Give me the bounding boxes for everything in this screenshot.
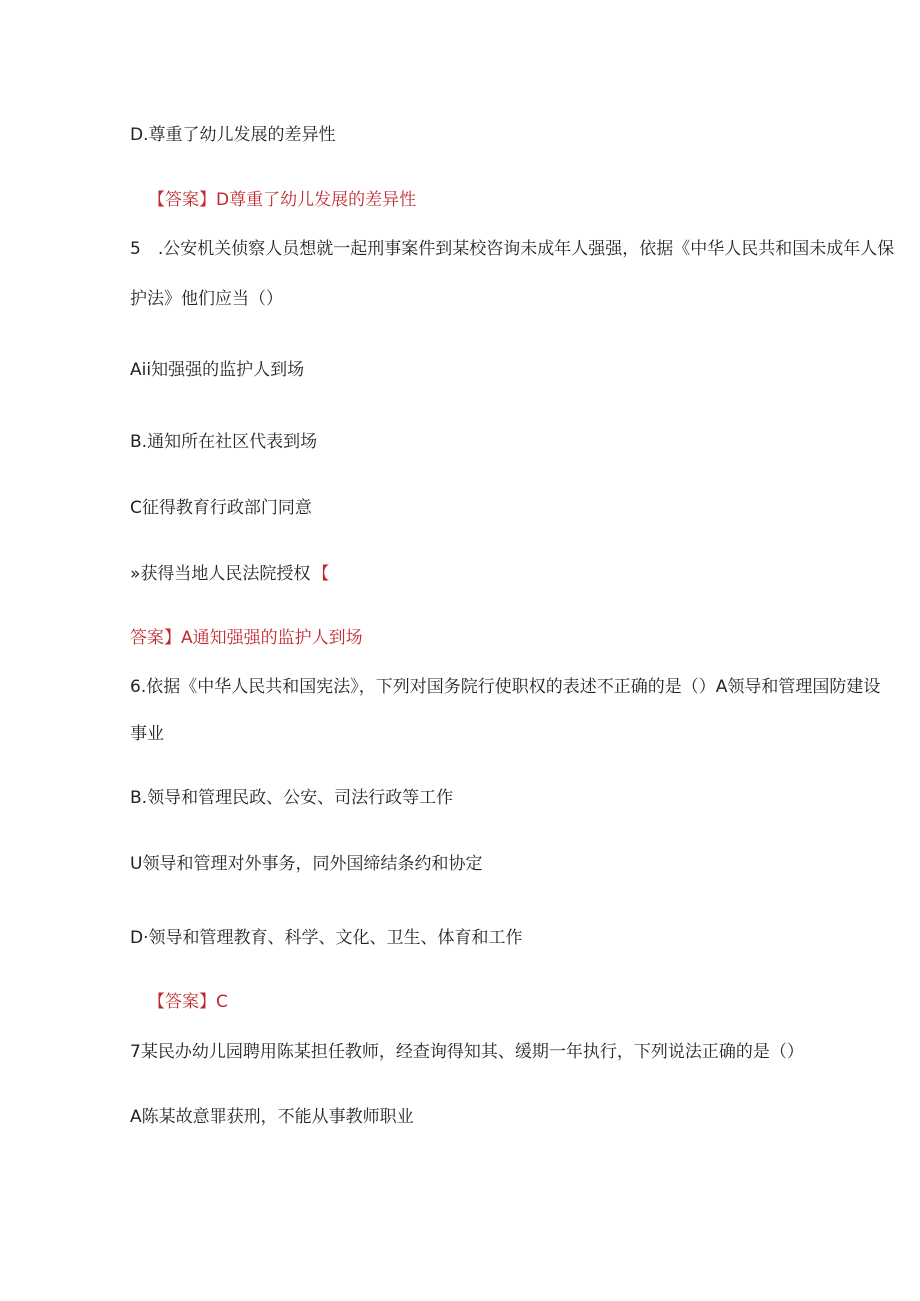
answer-bracket-open: 【 bbox=[312, 564, 330, 584]
option-d-q5 bbox=[130, 563, 329, 585]
option-d-q5-text: »获得当地人民法院授权 bbox=[130, 564, 311, 584]
option-d-q4: D.尊重了幼儿发展的差异性 bbox=[130, 125, 336, 145]
question-5-line-2: 护法》他们应当（） bbox=[130, 289, 283, 309]
option-c-q5: C征得教育行政部门同意 bbox=[130, 498, 312, 518]
option-a-q5: Aii知强强的监护人到场 bbox=[130, 360, 305, 380]
question-6-line-2: 事业 bbox=[130, 724, 164, 744]
question-5-line-1: 5 .公安机关侦察人员想就一起刑事案件到某校咨询未成年人强强，依据《中华人民共和国未成年人保 bbox=[130, 239, 895, 259]
option-a-q7: A陈某故意罪获刑，不能从事教师职业 bbox=[130, 1107, 414, 1127]
option-d-q6: D·领导和管理教育、科学、文化、卫生、体育和工作 bbox=[130, 928, 523, 948]
question-7: 7某民办幼儿园聘用陈某担任教师，经查询得知其、缓期一年执行，下列说法正确的是（） bbox=[130, 1042, 804, 1062]
answer-q6: 【答案】C bbox=[148, 992, 228, 1012]
option-b-q6: B.领导和管理民政、公安、司法行政等工作 bbox=[130, 788, 454, 808]
question-6-line-1: 6.依据《中华人民共和国宪法》，下列对国务院行使职权的表述不正确的是（）A领导和管理国防建设 bbox=[130, 677, 881, 697]
option-c-q6: U领导和管理对外事务，同外国缔结条约和协定 bbox=[130, 854, 483, 874]
answer-q4: 【答案】D尊重了幼儿发展的差异性 bbox=[148, 190, 417, 210]
answer-q5: 答案】A通知强强的监护人到场 bbox=[130, 628, 363, 648]
option-b-q5: B.通知所在社区代表到场 bbox=[130, 432, 318, 452]
